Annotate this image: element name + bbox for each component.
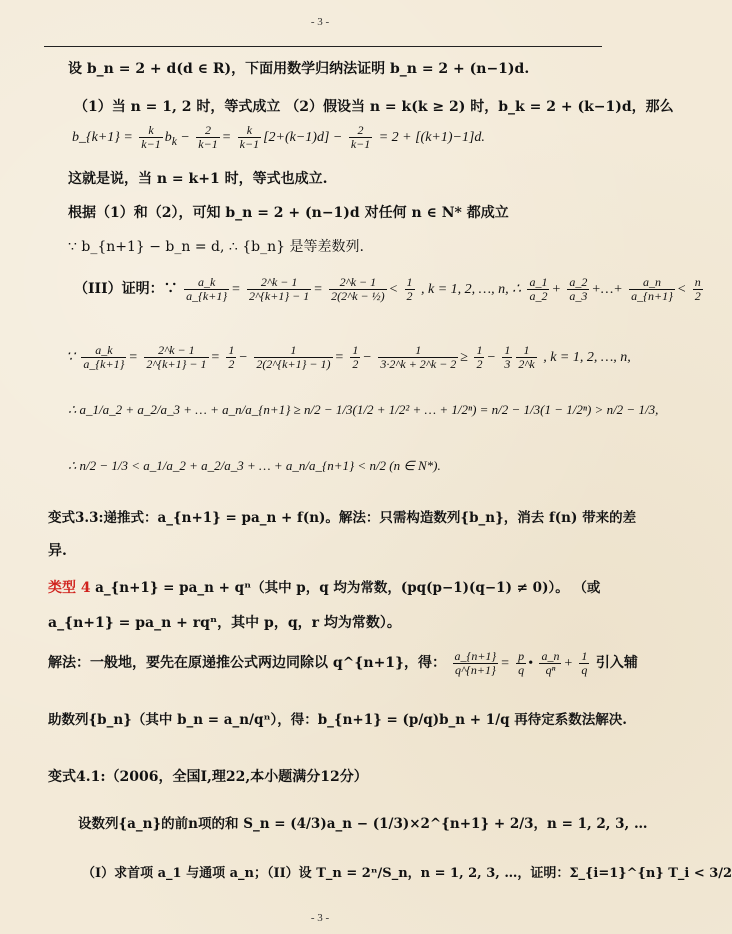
line-12: 异. <box>48 543 67 559</box>
line-3-lhs: b_{k+1} = <box>72 130 133 146</box>
fraction: $\frac{n}{2}$ <box>694 275 701 303</box>
fraction: $\frac{k}{k-1}$ <box>141 123 161 151</box>
fraction: $\frac{1}{2\^{}k}$ <box>518 343 535 371</box>
fraction: $\frac{1}{2}$ <box>228 343 235 371</box>
line-5: 根据（1）和（2），可知 b_n = 2 + (n−1)d 对任何 n ∈ N* 都成立 <box>68 205 509 221</box>
fraction: $\frac{a\_\{n+1\}}{q\^{}\{n+1\}}$ <box>454 649 497 677</box>
line-4: 这就是说，当 n = k+1 时，等式也成立. <box>68 171 328 187</box>
line-8: ∵ $\frac{a\_k}{a\_\{k+1\}}$ = $\frac{2\^{}k - 1}{2\^{}\{k+1\} - 1}$ = $\frac{1}{2}$ − $\frac{1}{2(2\^{}\{k+1\} - 1)}$ = $\frac{1}{2}$ − $\frac{1}{3\cdot 2\^{}k + 2\^{}k - 2}$ ≥ $\frac{1}{2}$ − $\frac{1}{3}$ $\frac{1}{2\^{}k}$ , k = 1, 2, …, n, <box>66 343 631 371</box>
fraction: $\frac{1}{3\cdot 2\^{}k + 2\^{}k - 2}$ <box>380 343 457 371</box>
line-6: ∵ b_{n+1} − b_n = d, ∴ {b_n} 是等差数列. <box>68 239 364 255</box>
line-7: （III）证明：∵ $\frac{a\_k}{a\_\{k+1\}}$ = $\frac{2\^{}k - 1}{2\^{}\{k+1\} - 1}$ = $\frac{2\^{}k - 1}{\text{2(2\textasciicircum{}k − ½)}}$ < $\frac{1}{2}$ , k = 1, 2, …, n, ∴ $\frac{a\_1}{a\_2}$ + $\frac{a\_2}{a\_3}$ +…+ $\frac{a\_n}{a\_\{n+1\}}$ < $\frac{n}{2}$ <box>74 275 701 303</box>
line-10: ∴ n/2 − 1/3 < a_1/a_2 + a_2/a_3 + … + a_n/a_{n+1} < n/2 (n ∈ N*). <box>68 458 441 473</box>
line-2: （1）当 n = 1, 2 时，等式成立 （2）假设当 n = k(k ≥ 2) 时，b_k = 2 + (k−1)d，那么 <box>74 99 674 115</box>
fraction: $\frac{a\_n}{a\_\{n+1\}}$ <box>631 275 673 303</box>
page-number-top: - 3 - <box>310 16 330 28</box>
line-19: （I）求首项 a_1 与通项 a_n；（II）设 T_n = 2ⁿ/S_n，n = 1, 2, 3, …，证明：Σ_{i=1}^{n} T_i < 3/2 <box>82 866 732 881</box>
fraction: $\frac{a\_n}{\text{qⁿ}}$ <box>541 649 560 677</box>
fraction: $\frac{1}{2}$ <box>406 275 413 303</box>
fraction: $\frac{p}{q}$ <box>518 649 525 677</box>
line-17: 变式4.1:（2006，全国I,理22,本小题满分12分） <box>48 769 368 785</box>
fraction: $\frac{2\^{}k - 1}{2\^{}\{k+1\} - 1}$ <box>146 343 207 371</box>
fraction: $\frac{a\_1}{a\_2}$ <box>529 275 548 303</box>
fraction: $\frac{k}{k-1}$ <box>239 123 260 151</box>
line-13: 类型 4 a_{n+1} = pa_n + qⁿ（其中 p，q 均为常数，(pq(p−1)(q−1) ≠ 0)）。 （或 <box>48 580 601 596</box>
line-3-rhs: = 2 + [(k+1)−1]d. <box>378 130 485 146</box>
fraction: $\frac{1}{2}$ <box>476 343 483 371</box>
line-11: 变式3.3:递推式：a_{n+1} = pa_n + f(n)。解法：只需构造数列{b_n}，消去 f(n) 带来的差 <box>48 510 637 526</box>
fraction: $\frac{1}{3}$ <box>504 343 511 371</box>
fraction: $\frac{2\^{}k - 1}{2\^{}\{k+1\} - 1}$ <box>249 275 310 303</box>
fraction: $\frac{a\_2}{a\_3}$ <box>569 275 588 303</box>
fraction: $\frac{2\^{}k - 1}{\text{2(2\textasciicircum{}k − ½)}}$ <box>331 275 385 303</box>
fraction: $\frac{1}{2(2\^{}\{k+1\} - 1)}$ <box>256 343 331 371</box>
header-rule <box>44 46 602 47</box>
fraction: $\frac{1}{q}$ <box>581 649 588 677</box>
fraction: $\frac{a\_k}{a\_\{k+1\}}$ <box>186 275 228 303</box>
fraction: $\frac{1}{2}$ <box>352 343 359 371</box>
line-1: 设 b_n = 2 + d(d ∈ R)，下面用数学归纳法证明 b_n = 2 + (n−1)d. <box>68 61 530 77</box>
line-15: 解法：一般地，要先在原递推公式两边同除以 q^{n+1}，得： $\frac{a\_\{n+1\}}{q\^{}\{n+1\}}$ = $\frac{p}{q}$ • $\frac{a\_n}{\text{qⁿ}}$ + $\frac{1}{q}$ 引入辅 <box>48 649 638 677</box>
fraction: $\frac{a\_k}{a\_\{k+1\}}$ <box>83 343 125 371</box>
line-16: 助数列{b_n}（其中 b_n = a_n/qⁿ），得：b_{n+1} = (p/q)b_n + 1/q 再待定系数法解决. <box>48 712 627 728</box>
page-number-bottom: - 3 - <box>310 912 330 924</box>
line-18: 设数列{a_n}的前n项的和 S_n = (4/3)a_n − (1/3)×2^{n+1} + 2/3，n = 1, 2, 3, … <box>78 816 648 832</box>
type-4-label: 类型 4 <box>48 580 91 596</box>
fraction: $\frac{2}{k-1}$ <box>198 123 218 151</box>
line-3: b_{k+1} = $\frac{k}{k-1}$ $b_k$ − $\frac{2}{k-1}$ = $\frac{k}{k-1}$ [2+(k−1)d] − $\frac{2}{k-1}$ = 2 + [(k+1)−1]d. <box>72 123 485 151</box>
line-9: ∴ a_1/a_2 + a_2/a_3 + … + a_n/a_{n+1} ≥ n/2 − 1/3(1/2 + 1/2² + … + 1/2ⁿ) = n/2 − 1/3(1 − 1/2ⁿ) > n/2 − 1/3, <box>68 402 659 417</box>
line-14: a_{n+1} = pa_n + rqⁿ，其中 p，q，r 均为常数）。 <box>48 615 401 631</box>
fraction: $\frac{2}{k-1}$ <box>350 123 371 151</box>
